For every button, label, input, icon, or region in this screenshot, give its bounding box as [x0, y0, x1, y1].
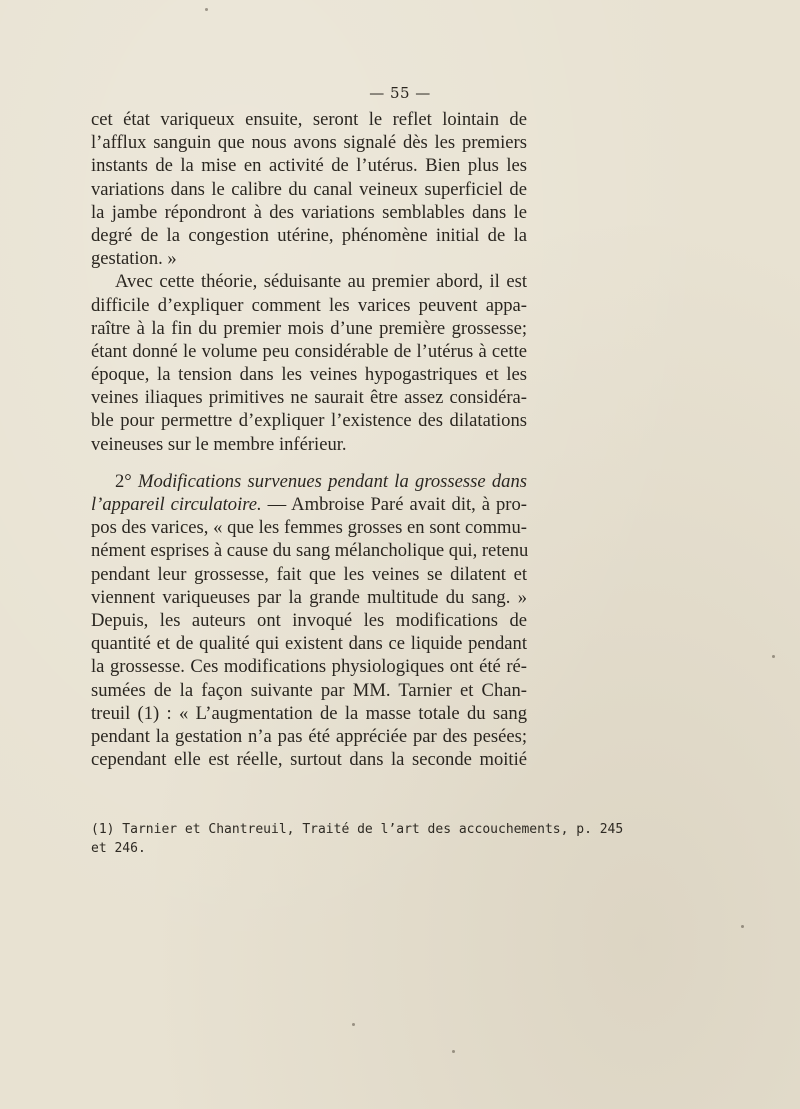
- section-number: 2°: [115, 470, 132, 492]
- text-line: cependant elle est réelle, surtout dans la seconde moitié: [91, 749, 527, 771]
- text-line: nément esprises à cause du sang mélancholique qui, retenu: [91, 540, 529, 562]
- text-line: la grossesse. Ces modifications physiologiques ont été ré-: [91, 656, 527, 678]
- text-line: difficile d’expliquer comment les varices peuvent appa-: [91, 294, 527, 316]
- text-line: la jambe répondront à des variations semblables dans le: [91, 201, 527, 223]
- text-line: pendant la gestation n’a pas été appréciée par des pesées;: [91, 725, 527, 747]
- section-heading-continued: l’appareil circulatoire.: [91, 494, 262, 515]
- paper-speck: [205, 8, 208, 11]
- footnote-line: et 246.: [91, 841, 146, 856]
- footnote: [91, 820, 624, 858]
- text-line: Avec cette théorie, séduisante au premier abord, il est: [115, 271, 527, 293]
- text-line: cet état variqueux ensuite, seront le reflet lointain de: [91, 109, 527, 130]
- text-line: ble pour permettre d’expliquer l’existence des dilatations: [91, 410, 527, 432]
- text-line: variations dans le calibre du canal veineux superficiel de: [91, 178, 527, 200]
- text-line: étant donné le volume peu considérable de l’utérus à cette: [91, 340, 527, 362]
- footnote-line: (1) Tarnier et Chantreuil, Traité de l’art des accouchements, p. 245: [91, 822, 624, 837]
- section-heading: Modifications survenues pendant la grossesse dans: [138, 470, 527, 492]
- text-line: pos des varices, « que les femmes grosses en sont commu-: [91, 517, 527, 539]
- text-line: — Ambroise Paré avait dit, à pro-: [261, 494, 527, 515]
- text-line: veines iliaques primitives ne saurait être assez considéra-: [91, 387, 527, 409]
- text-line: treuil (1) : « L’augmentation de la masse totale du sang: [91, 702, 527, 724]
- text-line: veineuses sur le membre inférieur.: [91, 433, 347, 455]
- text-line: gestation. »: [91, 248, 177, 270]
- paper-speck: [352, 1023, 355, 1026]
- text-line: degré de la congestion utérine, phénomène initial de la: [91, 224, 527, 246]
- text-line: raître à la fin du premier mois d’une première grossesse;: [91, 317, 527, 339]
- text-line: l’afflux sanguin que nous avons signalé dès les premiers: [91, 132, 527, 154]
- paper-speck: [452, 1050, 455, 1053]
- paper-speck: [772, 655, 775, 658]
- text-line: viennent variqueuses par la grande multitude du sang. »: [91, 586, 527, 608]
- paragraph-gap: [91, 456, 527, 470]
- section-heading-line: [91, 470, 527, 493]
- text-line: Depuis, les auteurs ont invoqué les modifications de: [91, 609, 527, 631]
- text-line: pendant leur grossesse, fait que les veines se dilatent et: [91, 563, 527, 585]
- text-line: instants de la mise en activité de l’utérus. Bien plus les: [91, 155, 527, 177]
- body-text: [91, 108, 527, 771]
- paper-speck: [741, 925, 744, 928]
- text-line: sumées de la façon suivante par MM. Tarnier et Chan-: [91, 679, 527, 701]
- section-heading-line: [91, 493, 527, 516]
- text-line: époque, la tension dans les veines hypogastriques et les: [91, 364, 527, 386]
- text-line: quantité et de qualité qui existent dans ce liquide pendant: [91, 633, 527, 655]
- page-number: — 55 —: [369, 84, 431, 102]
